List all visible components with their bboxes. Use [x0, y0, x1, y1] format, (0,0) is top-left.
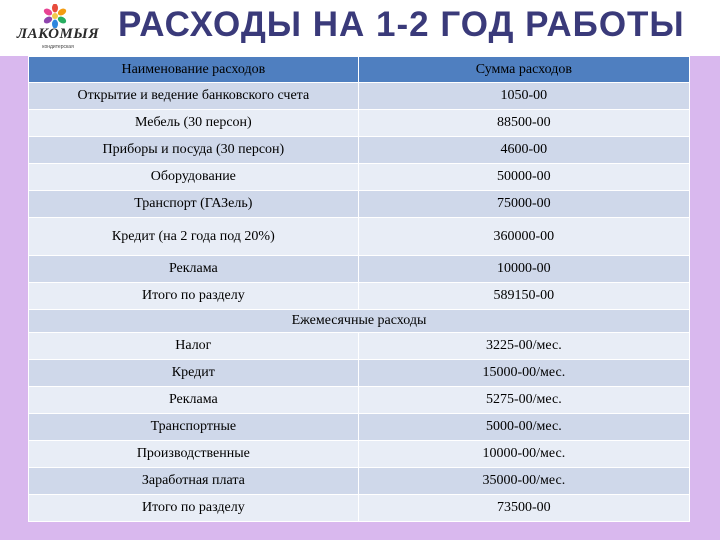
column-header-amount: Сумма расходов [358, 57, 689, 83]
flower-logo-icon [40, 4, 70, 28]
expense-name: Приборы и посуда (30 персон) [29, 137, 359, 164]
expense-amount: 1050-00 [358, 83, 689, 110]
expenses-table [28, 56, 690, 522]
logo [12, 4, 104, 52]
table-row [29, 83, 690, 110]
column-header-name: Наименование расходов [29, 57, 359, 83]
table-row [29, 256, 690, 283]
logo-text: ЛАКОМЫЯ [16, 26, 100, 42]
expense-amount: 50000-00 [358, 164, 689, 191]
table-row [29, 360, 690, 387]
expense-name: Итого по разделу [29, 283, 359, 310]
expense-amount: 15000-00/мес. [358, 360, 689, 387]
expense-name: Реклама [29, 256, 359, 283]
expense-amount: 5000-00/мес. [358, 414, 689, 441]
expense-name: Транспорт (ГАЗель) [29, 191, 359, 218]
expense-name: Открытие и ведение банковского счета [29, 83, 359, 110]
table-row [29, 495, 690, 522]
expense-amount: 88500-00 [358, 110, 689, 137]
table-row [29, 468, 690, 495]
expense-name: Мебель (30 персон) [29, 110, 359, 137]
expense-amount: 10000-00/мес. [358, 441, 689, 468]
expense-name: Транспортные [29, 414, 359, 441]
expense-amount: 5275-00/мес. [358, 387, 689, 414]
expense-name: Кредит (на 2 года под 20%) [29, 218, 359, 256]
table-row [29, 164, 690, 191]
section-header-monthly: Ежемесячные расходы [29, 310, 690, 333]
table-header-row [29, 57, 690, 83]
table-row [29, 191, 690, 218]
expense-name: Кредит [29, 360, 359, 387]
expense-name: Итого по разделу [29, 495, 359, 522]
expense-amount: 75000-00 [358, 191, 689, 218]
table-row [29, 414, 690, 441]
expense-amount: 35000-00/мес. [358, 468, 689, 495]
table-row [29, 218, 690, 256]
expense-name: Оборудование [29, 164, 359, 191]
table-row [29, 441, 690, 468]
page-title: РАСХОДЫ НА 1-2 ГОД РАБОТЫ [118, 5, 685, 44]
section-header-row [29, 310, 690, 333]
table-row [29, 137, 690, 164]
table-row [29, 333, 690, 360]
expense-name: Реклама [29, 387, 359, 414]
table-row [29, 387, 690, 414]
table-row [29, 283, 690, 310]
expense-amount: 4600-00 [358, 137, 689, 164]
expense-amount: 10000-00 [358, 256, 689, 283]
expense-amount: 360000-00 [358, 218, 689, 256]
expense-name: Заработная плата [29, 468, 359, 495]
expense-name: Налог [29, 333, 359, 360]
expense-amount: 73500-00 [358, 495, 689, 522]
table-row [29, 110, 690, 137]
header [0, 0, 720, 56]
expense-name: Производственные [29, 441, 359, 468]
expense-amount: 3225-00/мес. [358, 333, 689, 360]
logo-subtitle: кондитерская [42, 44, 74, 50]
expense-amount: 589150-00 [358, 283, 689, 310]
